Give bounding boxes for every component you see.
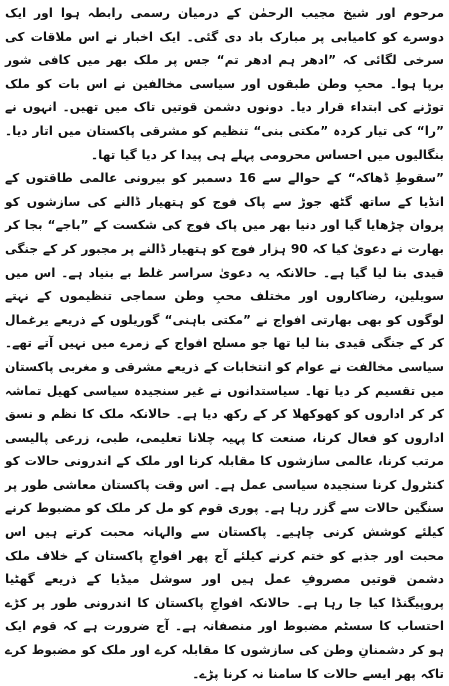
article-paragraph-2: ”سقوطِ ڈھاکہ“ کے حوالے سے 16 دسمبر کو بیرونی عالمی طاقتوں کے انڈیا کے ساتھ گٹھ جوڑ سے پاک فوج کو ہتھیار ڈالنے کی سازشوں کو پروان چڑھایا گیا اور دنیا بھر میں پاک فوج کی شکست کے ”باجے“ بجا کر بھارت نے دعویٰ کیا کہ 90 ہزار فوج کو ہتھیار ڈالنے پر مجبور کر کے جنگی قیدی بنا لیا گیا ہے۔ حالانکہ یہ دعویٰ سراسر غلط بے بنیاد ہے۔ اس میں سویلین، رضاکاروں اور مختلف محبِ وطن سماجی تنظیموں کے نہتے لوگوں کو بھی بھارتی افواج نے ”مکتی باہنی“ گوریلوں کے ذریعے یرغمال کر کے جنگی قیدی بنا لیا تھا جو مسلح افواج کے زمرے میں نہیں آتے تھے۔ سیاسی مخالفت نے عوام کو انتخابات کے ذریعے مشرقی و مغربی پاکستان میں تقسیم کر دیا تھا۔ سیاستدانوں نے غیر سنجیدہ سیاسی کھیل تماشہ کر کر اداروں کو کھوکھلا کر کے رکھ دیا ہے۔ حالانکہ ملک کا نظم و نسق اداروں کو فعال کرنا، صنعت کا پہیہ چلانا تعلیمی، طبی، زرعی پالیسی مرتب کرنا، عالمی سازشوں کا مقابلہ کرنا اور ملک کے اندرونی حالات کو کنٹرول کرنا سنجیدہ سیاسی عمل ہے۔ اس وقت پاکستان معاشی طور پر سنگین حالات سے گزر رہا ہے۔ پوری قوم کو مل کر ملک کو مضبوط کرنے کیلئے کوشش کرنی چاہیے۔ پاکستان سے والہانہ محبت کرتے ہیں اس محبت اور جذبے کو ختم کرنے کیلئے آج پھر افواجِ پاکستان کے خلاف ملک دشمن قوتیں مصروفِ عمل ہیں اور سوشل میڈیا کے ذریعے گھٹیا پروپیگنڈا کیا جا رہا ہے۔ حالانکہ افواجِ پاکستان کا اندرونی طور پر کڑے احتساب کا سسٹم مضبوط اور منصفانہ ہے۔ آج ضرورت ہے کہ قوم ایک ہو کر دشمنانِ وطن کی سازشوں کا مقابلہ کرے اور ملک کو مضبوط کرے تاکہ پھر ایسے حالات کا سامنا نہ کرنا پڑے۔ <box>5 171 445 681</box>
article-paragraph-1: مرحوم اور شیخ مجیب الرحمٰن کے درمیان رسمی رابطہ ہوا اور ایک دوسرے کو کامیابی پر مبارک باد دی گئی۔ ایک اخبار نے اس ملاقات کی سرخی لگائی کہ ”ادھر ہم ادھر تم“ جس پر ملک بھر میں کافی شور برپا ہوا۔ محبِ وطن طبقوں اور سیاسی مخالفین نے اس بات کو ملک توڑنے کی ابتداء قرار دیا۔ دونوں دشمن قوتیں تاک میں تھیں۔ انہوں نے ”را“ کی تیار کردہ ”مکتی بنی“ تنظیم کو مشرقی پاکستان میں اتار دیا۔ بنگالیوں میں احساس محرومی پہلے ہی پیدا کر دیا گیا تھا۔ <box>5 6 444 162</box>
